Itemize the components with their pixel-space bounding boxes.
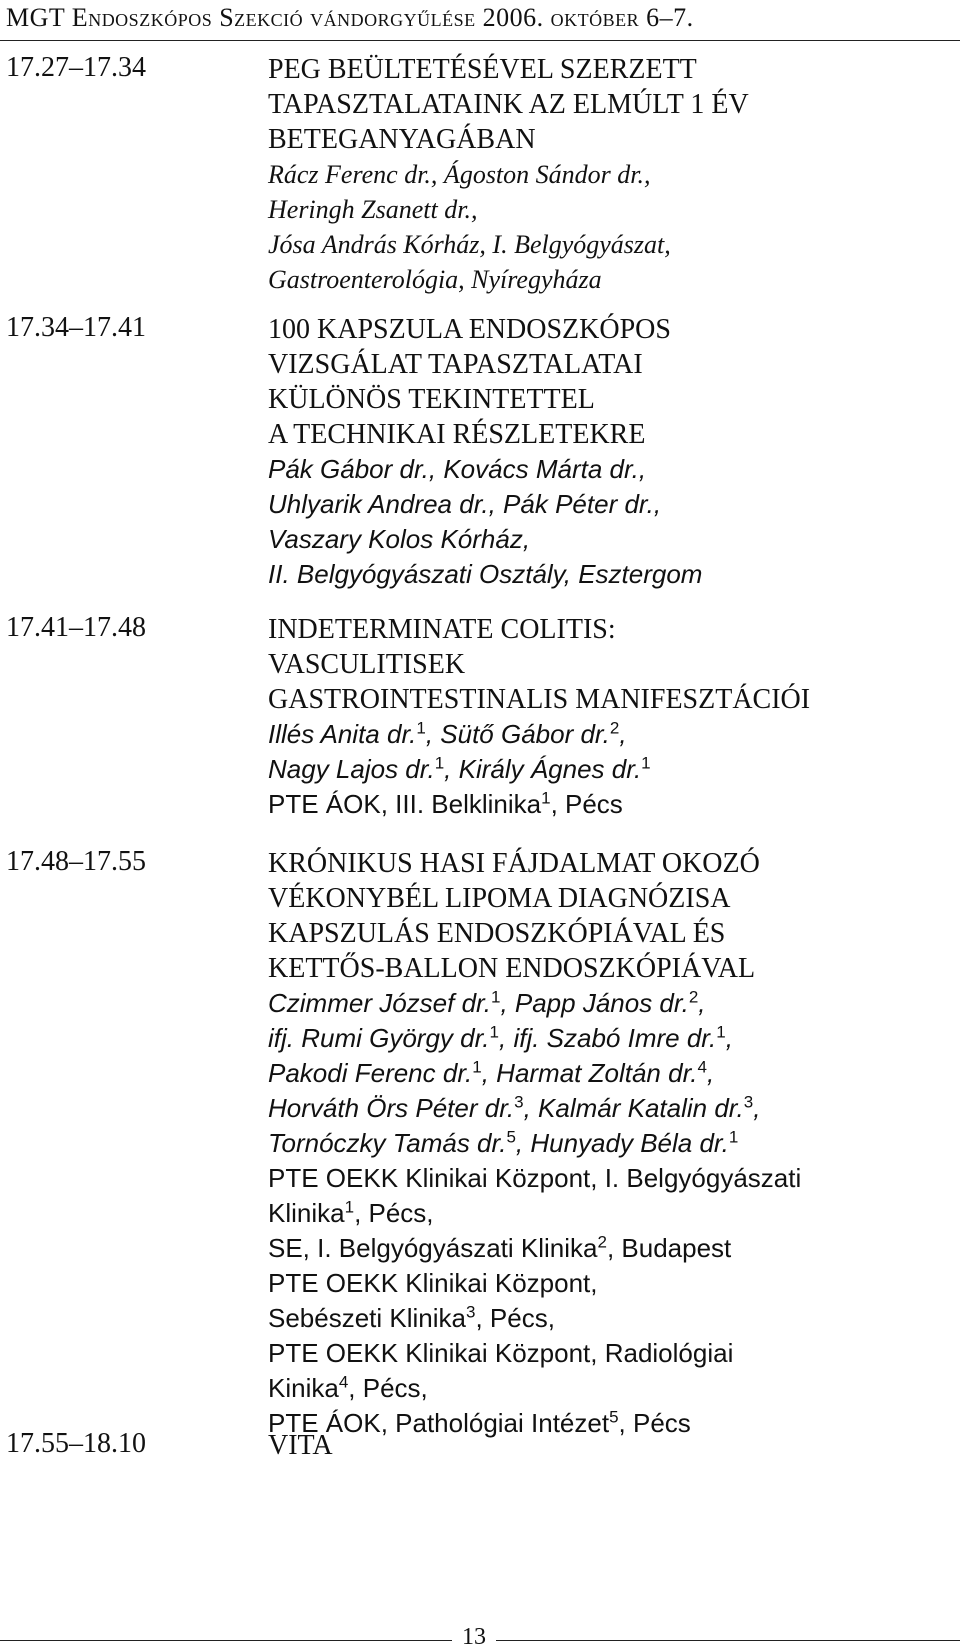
author-text: , Pécs, [354, 1198, 434, 1228]
author-text: , Király Ágnes dr. [444, 754, 642, 784]
talk-title-line: VITA [268, 1430, 333, 1461]
author-text: Sebészeti Klinika [268, 1303, 466, 1333]
author-line [268, 1021, 958, 1056]
header-title: MGT Endoszkópos Szekció vándorgyűlése 2006. október 6–7. [6, 3, 694, 32]
talk-title-line: VASCULITISEK [268, 649, 466, 680]
author-line [268, 752, 958, 787]
affiliation-superscript: 1 [716, 1022, 726, 1042]
affiliation-superscript: 1 [434, 753, 445, 773]
author-text: , [725, 1023, 733, 1053]
talk-title-line: TAPASZTALATAINK AZ ELMÚLT 1 ÉV [268, 89, 749, 120]
author-line [268, 717, 958, 752]
author-line: Uhlyarik Andrea dr., Pák Péter dr., [268, 489, 662, 519]
affiliation-superscript: 5 [609, 1407, 619, 1427]
author-text: , Harmat Zoltán dr. [481, 1058, 698, 1088]
author-text: Kinika [268, 1373, 339, 1403]
author-line [268, 986, 958, 1021]
talk-title-line: VIZSGÁLAT TAPASZTALATAI [268, 349, 643, 380]
author-line: Gastroenterológia, Nyíregyháza [268, 265, 602, 294]
talk-title-line: GASTROINTESTINALIS MANIFESZTÁCIÓI [268, 684, 811, 715]
affiliation-superscript: 2 [688, 987, 699, 1007]
author-text: PTE OEKK Klinikai Központ, [268, 1268, 598, 1298]
author-text: PTE OEKK Klinikai Központ, Radiológiai [268, 1338, 734, 1368]
author-text: , [619, 719, 627, 749]
author-line [268, 1371, 958, 1406]
author-line: Heringh Zsanett dr., [268, 195, 478, 224]
author-text: Czimmer József dr. [268, 988, 491, 1018]
author-line [268, 1266, 958, 1301]
author-text: , [698, 988, 706, 1018]
author-text: Pakodi Ferenc dr. [268, 1058, 473, 1088]
author-text: Nagy Lajos dr. [268, 754, 435, 784]
session-time: 17.48–17.55 [6, 846, 146, 877]
author-line: II. Belgyógyászati Osztály, Esztergom [268, 559, 703, 589]
affiliation-superscript: 1 [728, 1127, 739, 1147]
session-body [268, 1428, 958, 1463]
session-time: 17.41–17.48 [6, 612, 146, 643]
talk-title-line: KAPSZULÁS ENDOSZKÓPIÁVAL ÉS [268, 918, 726, 949]
author-text: , Pécs, [475, 1303, 555, 1333]
author-text: SE, I. Belgyógyászati Klinika [268, 1233, 598, 1263]
affiliation-superscript: 4 [338, 1372, 349, 1392]
talk-title-line: 100 KAPSZULA ENDOSZKÓPOS [268, 314, 671, 345]
talk-title-line: KRÓNIKUS HASI FÁJDALMAT OKOZÓ [268, 848, 760, 879]
author-line [268, 787, 958, 822]
author-text: , [753, 1093, 761, 1123]
session-body [268, 52, 958, 297]
session-body [268, 312, 958, 592]
author-text: PTE OEKK Klinikai Központ, I. Belgyógyászati [268, 1163, 802, 1193]
affiliation-superscript: 1 [541, 788, 551, 808]
talk-title-line: INDETERMINATE COLITIS: [268, 614, 616, 645]
author-line [268, 1231, 958, 1266]
author-line [268, 1091, 958, 1126]
author-line: Pák Gábor dr., Kovács Márta dr., [268, 454, 647, 484]
author-text: , Papp János dr. [500, 988, 689, 1018]
talk-title-line: PEG BEÜLTETÉSÉVEL SZERZETT [268, 54, 697, 85]
session-time: 17.27–17.34 [6, 52, 146, 83]
affiliation-superscript: 1 [416, 718, 426, 738]
author-line [268, 1336, 958, 1371]
author-text: , Pécs, [348, 1373, 428, 1403]
affiliation-superscript: 4 [697, 1057, 707, 1077]
affiliation-superscript: 2 [597, 1232, 607, 1252]
author-line [268, 1196, 958, 1231]
affiliation-superscript: 1 [490, 987, 501, 1007]
author-line: Vaszary Kolos Kórház, [268, 524, 531, 554]
author-text: , Hunyady Béla dr. [515, 1128, 729, 1158]
session-time: 17.34–17.41 [6, 312, 146, 343]
talk-title-line: VÉKONYBÉL LIPOMA DIAGNÓZISA [268, 883, 731, 914]
affiliation-superscript: 5 [506, 1127, 516, 1147]
author-text: , [706, 1058, 715, 1088]
author-line [268, 1301, 958, 1336]
author-text: Klinika [268, 1198, 345, 1228]
author-text: PTE ÁOK, III. Belklinika [268, 789, 542, 819]
page-footer [0, 1624, 960, 1650]
author-text: , ifj. Szabó Imre dr. [499, 1023, 717, 1053]
author-line: Jósa András Kórház, I. Belgyógyászat, [268, 230, 671, 259]
affiliation-superscript: 3 [466, 1302, 476, 1322]
affiliation-superscript: 1 [641, 753, 651, 773]
talk-title-line: A TECHNIKAI RÉSZLETEKRE [268, 419, 646, 450]
affiliation-superscript: 2 [609, 718, 620, 738]
talk-title-line: KETTŐS-BALLON ENDOSZKÓPIÁVAL [268, 953, 756, 984]
author-line: Rácz Ferenc dr., Ágoston Sándor dr., [268, 160, 651, 189]
affiliation-superscript: 3 [743, 1092, 754, 1112]
affiliation-superscript: 1 [489, 1022, 499, 1042]
author-line [268, 1161, 958, 1196]
session-body [268, 846, 958, 1441]
author-text: Illés Anita dr. [268, 719, 417, 749]
author-text: , Kalmár Katalin dr. [523, 1093, 744, 1123]
author-text: , Budapest [606, 1233, 732, 1263]
author-text: , Pécs [550, 789, 623, 819]
talk-title-line: KÜLÖNÖS TEKINTETTEL [268, 384, 595, 415]
page-header [0, 0, 960, 41]
author-text: , Pécs [618, 1408, 691, 1438]
affiliation-superscript: 1 [472, 1057, 482, 1077]
author-text: PTE ÁOK, Pathológiai Intézet [268, 1408, 610, 1438]
author-text: ifj. Rumi György dr. [268, 1023, 490, 1053]
page-number: 13 [452, 1624, 496, 1651]
affiliation-superscript: 1 [344, 1197, 355, 1217]
author-text: Tornóczky Tamás dr. [268, 1128, 507, 1158]
session-time: 17.55–18.10 [6, 1428, 146, 1459]
author-text: , Sütő Gábor dr. [425, 719, 610, 749]
session-body [268, 612, 958, 822]
author-line [268, 1126, 958, 1161]
author-text: Horváth Örs Péter dr. [268, 1093, 515, 1123]
talk-title-line: BETEGANYAGÁBAN [268, 124, 536, 155]
affiliation-superscript: 3 [514, 1092, 524, 1112]
author-line [268, 1056, 958, 1091]
